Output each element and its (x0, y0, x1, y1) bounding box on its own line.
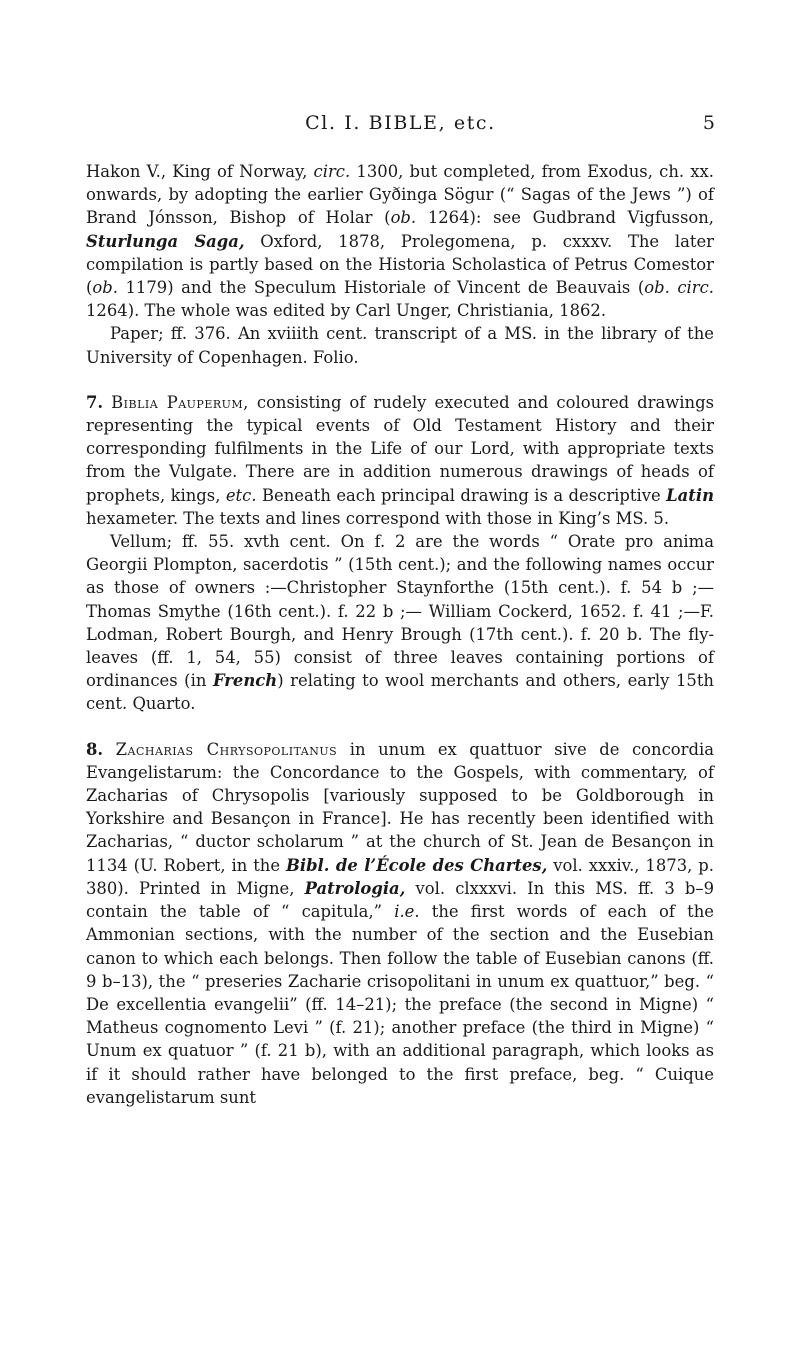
text-run: consisting of rudely executed and coloured drawings representing the typical events of Old Testament History and their corresponding fulfilments in the Life of our Lord, with appropriate texts from the Vulgate. There are in addition numerous drawings of heads of prophets, kings, (86, 392, 714, 505)
text-run: 1300, but completed, from Exodus, ch. xx. onwards, by adopting the earlier Gyðinga Sögur (“ Sagas of the Jews ”) of Brand Jónsson, Bishop of Holar ( (86, 162, 714, 228)
page-body (86, 160, 714, 1131)
text-run: 1264): see Gudbrand Vigfusson, (416, 208, 714, 228)
text-run: Beneath each principal drawing is a descriptive (256, 485, 667, 505)
text-run: vol. clxxxvi. In this MS. ff. 3 b–9 contain the table of “ capitula,” (86, 878, 715, 922)
entry-7 (86, 391, 714, 716)
book-title-run: Sturlunga Saga, (86, 231, 245, 251)
running-title: Cl. I. BIBLE, etc. (305, 112, 496, 134)
language-run: French (212, 671, 278, 691)
text-run: Hakon V., King of Norway, (86, 162, 314, 181)
entry-number: 8. (86, 739, 104, 759)
text-run: vol. xxxiv., 1873, p. 380). Printed in Migne, (86, 855, 714, 898)
entry-7-description (86, 391, 714, 530)
entry-title: Biblia Pauperum, (111, 392, 249, 412)
italic-run: circ. (313, 162, 351, 181)
entry-6-continuation (86, 160, 714, 369)
journal-title-run: Bibl. de l’École des Chartes, (285, 855, 548, 875)
text-run: ) relating to wool merchants and others, early 15th cent. Quarto. (86, 671, 714, 714)
text-run: hexameter. The texts and lines correspond with those in King’s MS. 5. (86, 508, 670, 528)
entry-8-description (86, 738, 714, 1109)
text-run: 1179) and the Speculum Historiale of Vincent de Beauvais ( (117, 278, 645, 298)
running-head (86, 112, 715, 142)
italic-run: ob. (390, 208, 417, 228)
text-run: in unum ex quattuor sive de concordia Evangelistarum: the Concordance to the Gospels, with commentary, of Zacharias of Chrysopolis [variously supposed to be Goldborough in Yorkshire and Besançon in France]. He has recently been identified with Zacharias, “ ductor scholarum ” at the church of St. Jean de Besançon in 1134 (U. Robert, in the (86, 739, 714, 875)
entry-number: 7. (86, 392, 104, 412)
entry-6-physical-description: Paper; ff. 376. An xviiith cent. transcript of a MS. in the library of the University of Copenhagen. Folio. (86, 324, 714, 367)
italic-run: ob. (92, 278, 118, 298)
page-number: 5 (702, 112, 715, 134)
entry-6-description (86, 160, 714, 322)
text-run: 1264). The whole was edited by Carl Unger, Christiania, 1862. (86, 301, 607, 321)
text-run: Oxford, 1878, Prolegomena, p. cxxxv. The later compilation is partly based on the Historia Scholastica of Petrus Comestor ( (86, 231, 714, 298)
entry-8 (86, 738, 714, 1109)
entry-7-physical-description (86, 530, 714, 716)
text-run: the first words of each of the Ammonian sections, with the number of the section and the Eusebian canon to which each belongs. Then follow the table of Eusebian canons (ff. 9 b–13), the “ preseries Zacharie crisopolitani in unum ex quattuor,” beg. “ De excellentia evangelii” (ff. 14–21); the preface (the second in Migne) “ Matheus cognomento Levi ” (f. 21); another preface (the third in Migne) “ Unum ex quatuor ” (f. 21 b), with an additional paragraph, which looks as if it should rather have belonged to the first preface, beg. “ Cuique evangelistarum sunt (86, 902, 715, 1107)
language-run: Latin (666, 485, 714, 505)
entry-title: Zacharias Chrysopolitanus (115, 739, 338, 759)
italic-run: etc. (225, 485, 257, 505)
italic-run: ob. circ. (644, 278, 714, 298)
book-title-run: Patrologia, (304, 878, 406, 898)
text-run: Vellum; ff. 55. xvth cent. On f. 2 are the words “ Orate pro anima Georgii Plompton, sacerdotis ” (15th cent.); and the following names occur as those of owners :—Christopher Staynforthe (15th cent.). f. 54 b ;—Thomas Smythe (16th cent.). f. 22 b ;— William Cockerd, 1652. f. 41 ;—F. Lodman, Robert Bourgh, and Henry Brough (17th cent.). f. 20 b. The fly-leaves (ff. 1, 54, 55) consist of three leaves containing portions of ordinances (in (86, 532, 714, 691)
italic-run: i.e. (394, 902, 420, 922)
